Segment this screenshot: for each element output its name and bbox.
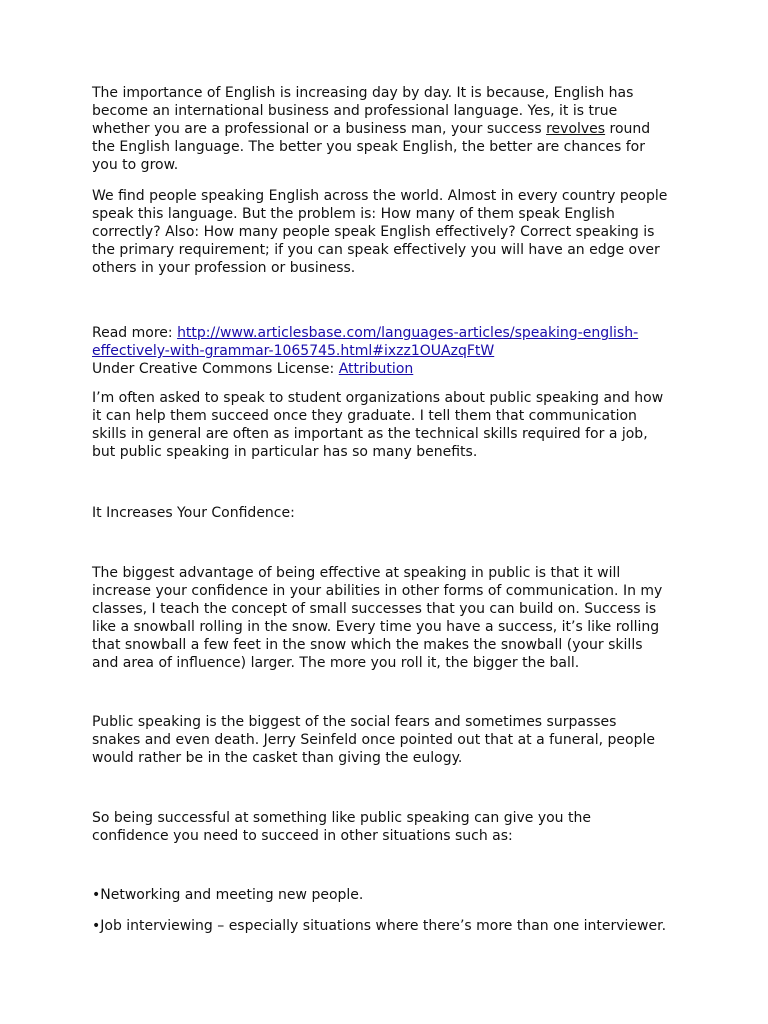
paragraph-speaking-english-world: We find people speaking English across the world. Almost in every country people speak this language. But the problem is: How many of them speak English correctly? Also: How many people speak English effectively? Correct speaking is the primary requirement; if you can speak effectively you will have an edge over others in your profession or business. <box>92 188 668 276</box>
paragraph-text: The importance of English is increasing day by day. It is because, English has become an international business and professional language. Yes, it is true whether you are a professional or a business man, your success <box>92 85 634 137</box>
paragraph-student-organizations: I’m often asked to speak to student organizations about public speaking and how it can help them succeed once they graduate. I tell them that communication skills in general are often as important as the technical skills required for a job, but public speaking in particular has so many benefits. <box>92 390 664 460</box>
paragraph-biggest-advantage: The biggest advantage of being effective at speaking in public is that it will increase your confidence in your abilities in other forms of communication. In my classes, I teach the concept of small successes that you can build on. Success is like a snowball rolling in the snow. Every time you have a success, it’s like rolling that snowball a few feet in the snow which the makes the snowball (your skills and area of influence) larger. The more you roll it, the bigger the ball. <box>92 565 663 671</box>
read-more-block <box>92 324 692 378</box>
paragraph-being-successful: So being successful at something like public speaking can give you the confidence you need to succeed in other situations such as: <box>92 810 591 844</box>
license-label: Under Creative Commons License: <box>92 361 339 377</box>
underlined-word-revolves: revolves <box>546 121 606 137</box>
paragraph-text: round the English language. The better you speak English, the better are chances for you to grow. <box>92 121 651 173</box>
bullet-item-job-interviewing: •Job interviewing – especially situations where there’s more than one interviewer. <box>92 918 667 934</box>
bullet-item-networking: •Networking and meeting new people. <box>92 887 364 903</box>
section-heading-confidence: It Increases Your Confidence: <box>92 505 295 521</box>
paragraph-importance-of-english <box>92 84 692 174</box>
paragraph-social-fears: Public speaking is the biggest of the social fears and sometimes surpasses snakes and even death. Jerry Seinfeld once pointed out that at a funeral, people would rather be in the casket than giving the eulogy. <box>92 714 655 766</box>
article-link[interactable]: http://www.articlesbase.com/languages-articles/speaking-english- effectively-with-grammar-1065745.html#ixzz1OUAzqFtW <box>92 325 639 359</box>
attribution-link[interactable]: Attribution <box>338 361 414 377</box>
read-more-label: Read more: <box>92 325 178 341</box>
